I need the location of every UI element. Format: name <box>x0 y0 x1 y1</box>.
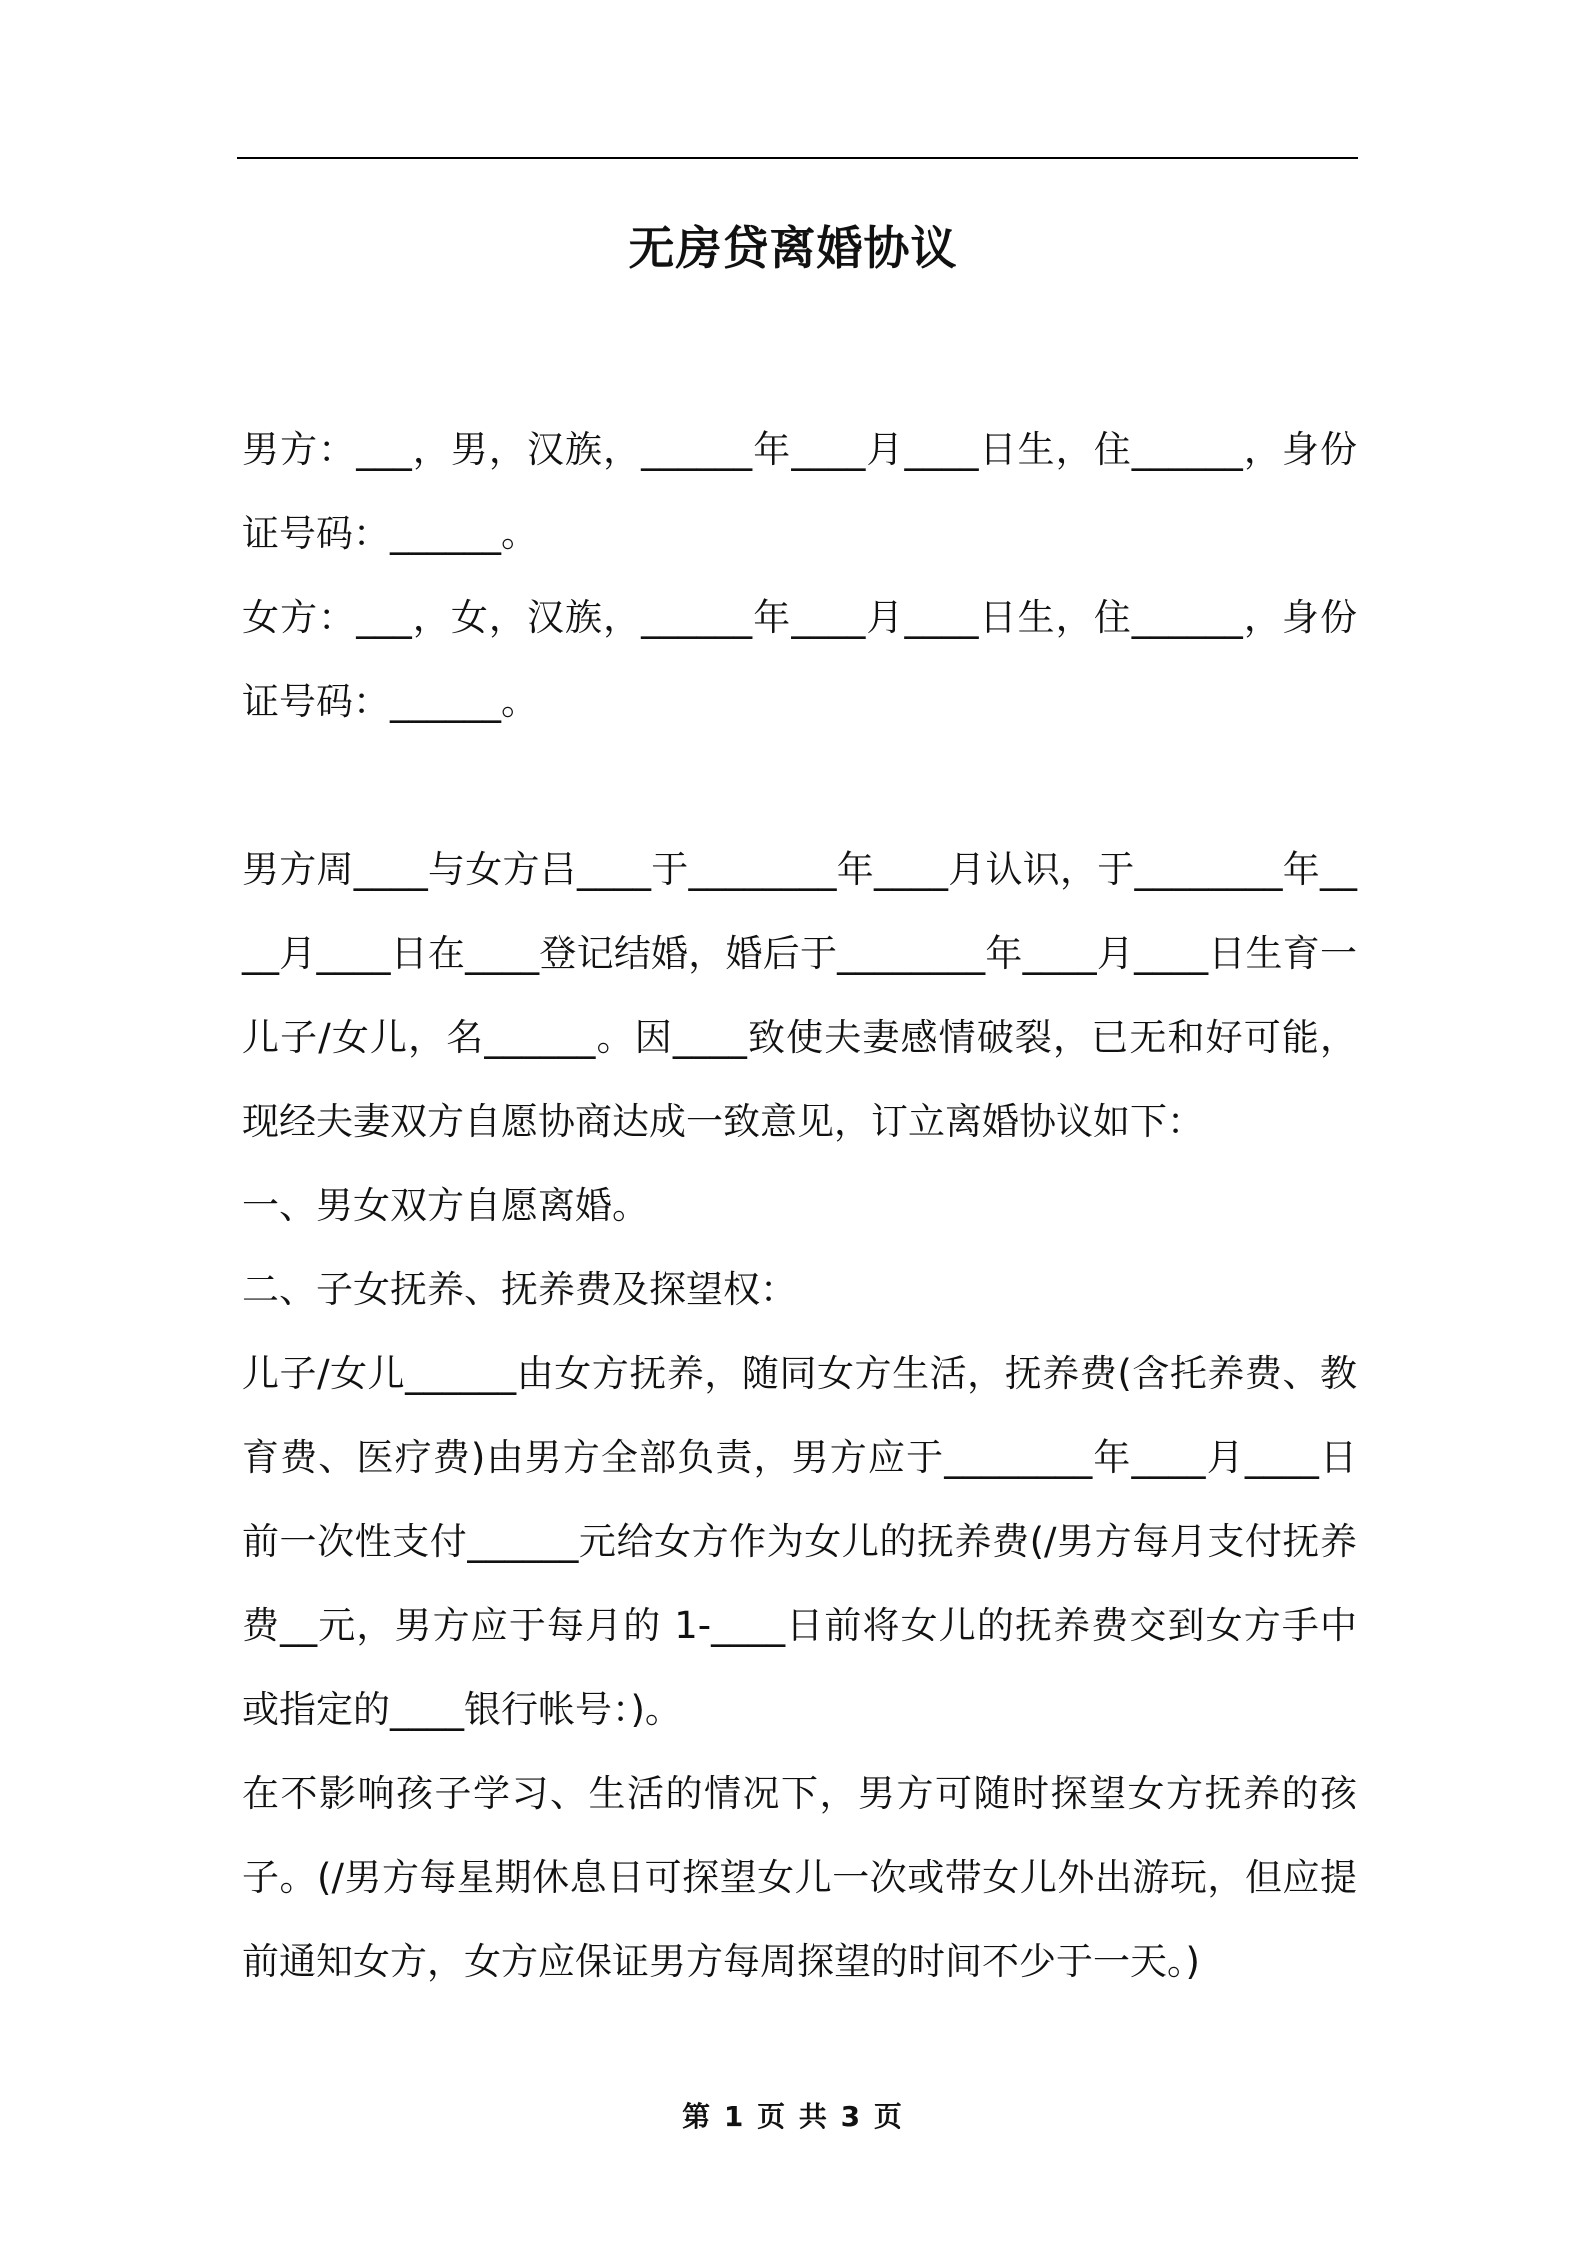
paragraph-visitation: 在不影响孩子学习、生活的情况下，男方可随时探望女方抚养的孩子。(/男方每星期休息日可探望女儿一次或带女儿外出游玩，但应提前通知女方，女方应保证男方每周探望的时间不少于一天。) <box>242 1772 1357 1983</box>
paragraph-wife-info: 女方：___，女，汉族，______年____月____日生，住______，身份证号码：______。 <box>242 596 1357 723</box>
document-body <box>242 408 1357 2004</box>
paragraph-marriage-background: 男方周____与女方吕____于________年____月认识，于________年____月____日在____登记结婚，婚后于________年____月____日生育一儿子/女儿，名______。因____致使夫妻感情破裂，已无和好可能，现经夫妻双方自愿协商达成一致意见，订立离婚协议如下： <box>242 848 1357 1143</box>
paragraph-child-support: 儿子/女儿______由女方抚养，随同女方生活，抚养费(含托养费、教育费、医疗费)由男方全部负责，男方应于________年____月____日前一次性支付______元给女方作为女儿的抚养费(/男方每月支付抚养费__元，男方应于每月的 1-____日前将女儿的抚养费交到女方手中或指定的____银行帐号：)。 <box>242 1352 1357 1731</box>
header-rule <box>237 157 1358 159</box>
page-number: 第 1 页 共 3 页 <box>682 2100 904 2133</box>
paragraph-husband-info: 男方：___，男，汉族，______年____月____日生，住______，身份证号码：______。 <box>242 428 1357 555</box>
document-title: 无房贷离婚协议 <box>628 221 958 275</box>
paragraph-clause-1: 一、男女双方自愿离婚。 <box>242 1184 649 1227</box>
paragraph-clause-2-heading: 二、子女抚养、抚养费及探望权： <box>242 1268 797 1311</box>
